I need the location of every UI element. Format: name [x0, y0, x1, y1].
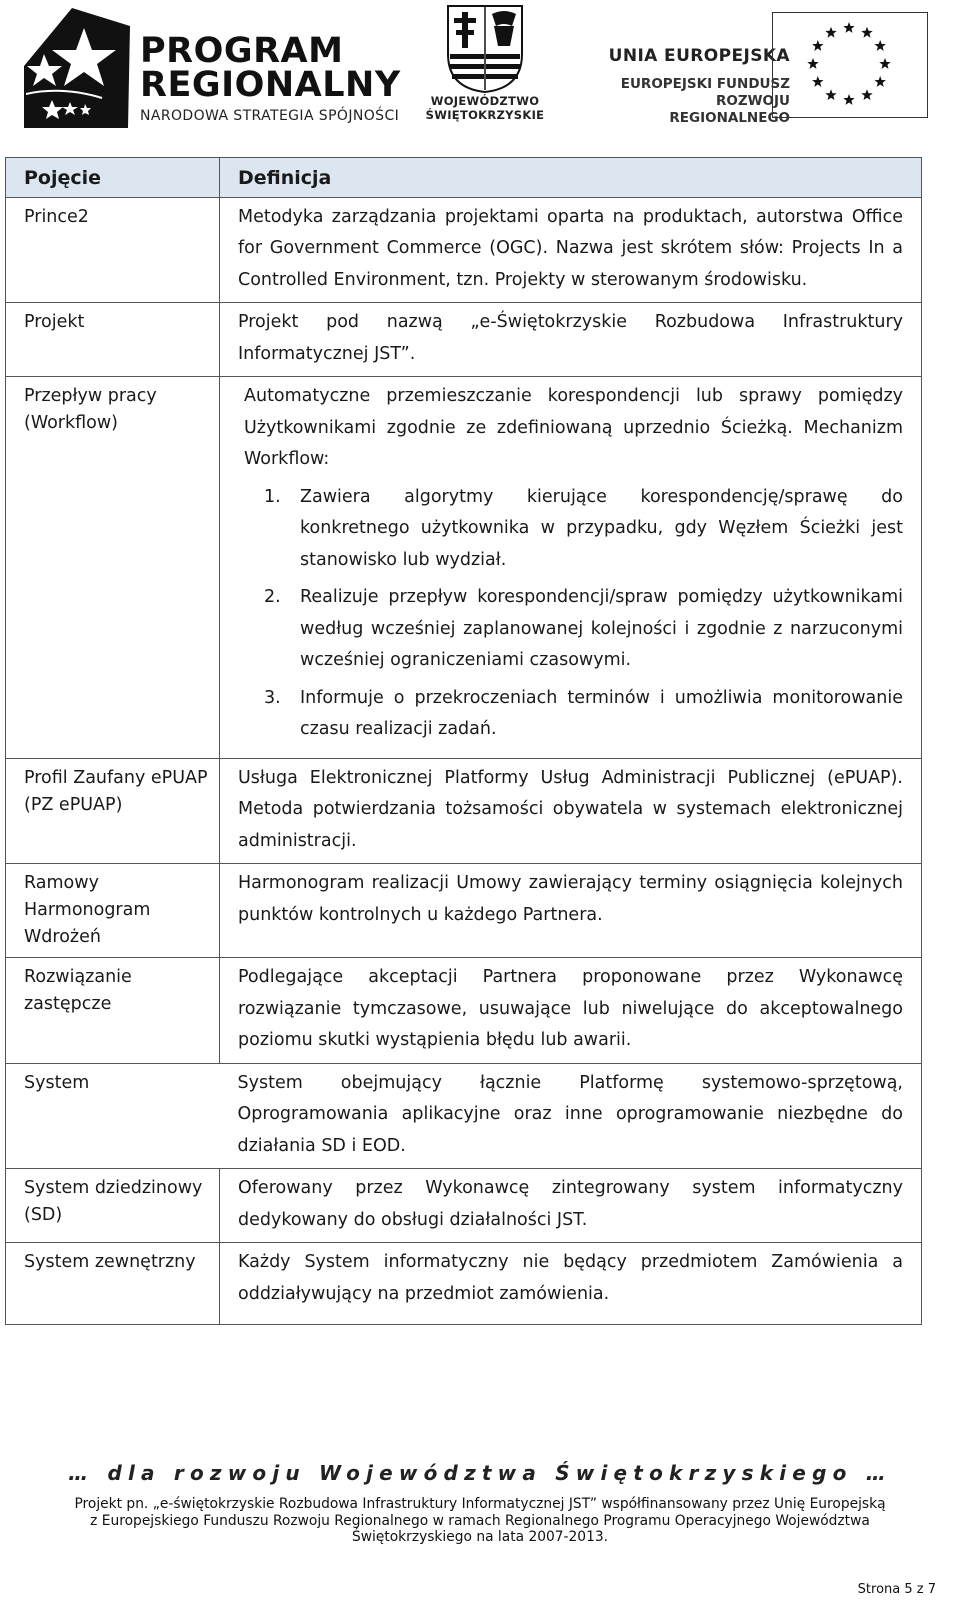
- program-regionalny-wordmark: [140, 31, 401, 124]
- wojewodztwo-logo: [425, 4, 545, 130]
- program-regionalny-logo: [22, 6, 401, 130]
- term-cell: System: [6, 1063, 220, 1169]
- table-header-row: [6, 158, 922, 198]
- definition-text: Podlegające akceptacji Partnera proponowane przez Wykonawcę rozwiązanie tymczasowe, usuwające lub niwelujące do akceptowalnego poziomu skutki wystąpienia błędu lub awarii.: [238, 967, 903, 1050]
- table-row: [6, 1063, 922, 1169]
- table-row: [6, 1243, 922, 1325]
- eu-star-icon: [843, 22, 854, 33]
- term-cell: Ramowy Harmonogram Wdrożeń: [6, 864, 220, 958]
- column-header-term: Pojęcie: [6, 158, 220, 198]
- logo-line-program: PROGRAM: [140, 31, 344, 71]
- logo-line-nss: NARODOWA STRATEGIA SPÓJNOŚCI: [140, 108, 400, 124]
- definition-text: Harmonogram realizacji Umowy zawierający terminy osiągnięcia kolejnych punktów kontrolnych u każdego Partnera.: [238, 873, 903, 925]
- definition-text: Usługa Elektronicznej Platformy Usług Administracji Publicznej (ePUAP). Metoda potwierdzania tożsamości obywatela w systemach elektronicznej administracji.: [238, 767, 903, 851]
- column-header-definition: Definicja: [220, 158, 922, 198]
- eu-star-icon: [879, 58, 890, 69]
- list-item-text: Informuje o przekroczeniach terminów i umożliwia monitorowanie czasu realizacji zadań.: [300, 687, 903, 739]
- logo-line-unia: UNIA EUROPEJSKA: [608, 46, 790, 66]
- logo-line-regionalny: REGIONALNY: [140, 65, 401, 105]
- table-row: [6, 758, 922, 864]
- footer-line: Projekt pn. „e-świętokrzyskie Rozbudowa Infrastruktury Informatycznej JST” współfinansowany przez Unię Europejską: [74, 1496, 886, 1512]
- table-row: [6, 197, 922, 303]
- definition-cell: [220, 864, 922, 958]
- term-cell: Prince2: [6, 197, 220, 303]
- definition-cell: [220, 1169, 922, 1243]
- definition-cell: [220, 758, 922, 864]
- logo-line-fundusz: EUROPEJSKI FUNDUSZ: [620, 76, 790, 92]
- definition-cell: [220, 303, 922, 377]
- definition-cell: [220, 197, 922, 303]
- eu-wordmark: [600, 46, 790, 127]
- footer-line: z Europejskiego Funduszu Rozwoju Regionalnego w ramach Regionalnego Programu Operacyjnego Województwa: [90, 1512, 870, 1529]
- list-item-text: Realizuje przepływ korespondencji/spraw pomiędzy użytkownikami według wcześniej zaplanowanej kolejności i zgodnie z narzuconymi wcześniej ograniczeniami czasowymi.: [300, 587, 903, 670]
- eu-star-icon: [812, 40, 823, 51]
- eu-stars-icon: [773, 13, 926, 116]
- table-row: [6, 1169, 922, 1243]
- eu-star-icon: [875, 40, 886, 51]
- table-row: [6, 303, 922, 377]
- page-number: Strona 5 z 7: [857, 1582, 936, 1597]
- logo-line-rozwoju: ROZWOJU REGIONALNEGO: [669, 93, 790, 126]
- definition-cell: [220, 377, 922, 759]
- eu-star-icon: [861, 27, 872, 38]
- term-cell: Przepływ pracy (Workflow): [6, 377, 220, 759]
- definition-text: Oferowany przez Wykonawcę zintegrowany system informatyczny dedykowany do obsługi działalności JST.: [238, 1178, 903, 1230]
- eu-flag: [772, 12, 928, 118]
- term-cell: Projekt: [6, 303, 220, 377]
- definition-text: Metodyka zarządzania projektami oparta na produktach, autorstwa Office for Government Commerce (OGC). Nazwa jest skrótem słów: Projects In a Controlled Environment, tzn. Projekty w sterowanym środowisku.: [238, 206, 903, 290]
- eu-star-icon: [807, 58, 818, 69]
- list-item: [300, 482, 903, 577]
- term-cell: System zewnętrzny: [6, 1243, 220, 1325]
- eu-star-icon: [843, 94, 854, 105]
- logo-line-swietokrzyskie: ŚWIĘTOKRZYSKIE: [425, 108, 545, 122]
- definition-cell: [220, 1243, 922, 1325]
- footer-line: Świętokrzyskiego na lata 2007-2013.: [351, 1529, 609, 1545]
- footer-project-info: [0, 1496, 960, 1546]
- table-row: [6, 864, 922, 958]
- definition-text: Każdy System informatyczny nie będący przedmiotem Zamówienia a oddziaływujący na przedmiot zamówienia.: [238, 1252, 903, 1304]
- term-cell: Profil Zaufany ePUAP (PZ ePUAP): [6, 758, 220, 864]
- footer-slogan: … dla rozwoju Województwa Świętokrzyskiego …: [68, 1461, 892, 1485]
- list-item-text: Zawiera algorytmy kierujące korespondencję/sprawę do konkretnego użytkownika w przypadku, gdy Węzłem Ścieżki jest stanowisko lub wydział.: [300, 486, 903, 570]
- eu-star-icon: [825, 27, 836, 38]
- definition-text: System obejmujący łącznie Platformę systemowo-sprzętową, Oprogramowania aplikacyjne oraz inne oprogramowanie niezbędne do działania SD i EOD.: [237, 1072, 903, 1156]
- definition-cell: [220, 1063, 922, 1169]
- table-row: [6, 958, 922, 1064]
- eu-star-icon: [875, 76, 886, 87]
- page-header: [0, 0, 960, 140]
- list-item: [300, 683, 903, 746]
- eu-star-icon: [812, 76, 823, 87]
- eu-star-icon: [861, 89, 872, 100]
- logo-line-wojewodztwo: WOJEWÓDZTWO: [430, 94, 540, 108]
- table-row: [6, 377, 922, 759]
- term-cell: System dziedzinowy (SD): [6, 1169, 220, 1243]
- definition-text: Automatyczne przemieszczanie korespondencji lub sprawy pomiędzy Użytkownikami zgodnie ze zdefiniowaną uprzednio Ścieżką. Mechanizm Workflow:: [244, 386, 903, 469]
- definitions-table: [5, 157, 922, 1325]
- definition-text: Projekt pod nazwą „e-Świętokrzyskie Rozbudowa Infrastruktury Informatycznej JST”.: [238, 312, 903, 364]
- list-item: [300, 582, 903, 677]
- term-cell: Rozwiązanie zastępcze: [6, 958, 220, 1064]
- workflow-list: [244, 482, 903, 746]
- coat-of-arms-icon: [446, 4, 524, 94]
- eu-logo: [600, 12, 955, 128]
- definition-cell: [220, 958, 922, 1064]
- eu-star-icon: [825, 89, 836, 100]
- star-emblem-icon: [22, 6, 132, 130]
